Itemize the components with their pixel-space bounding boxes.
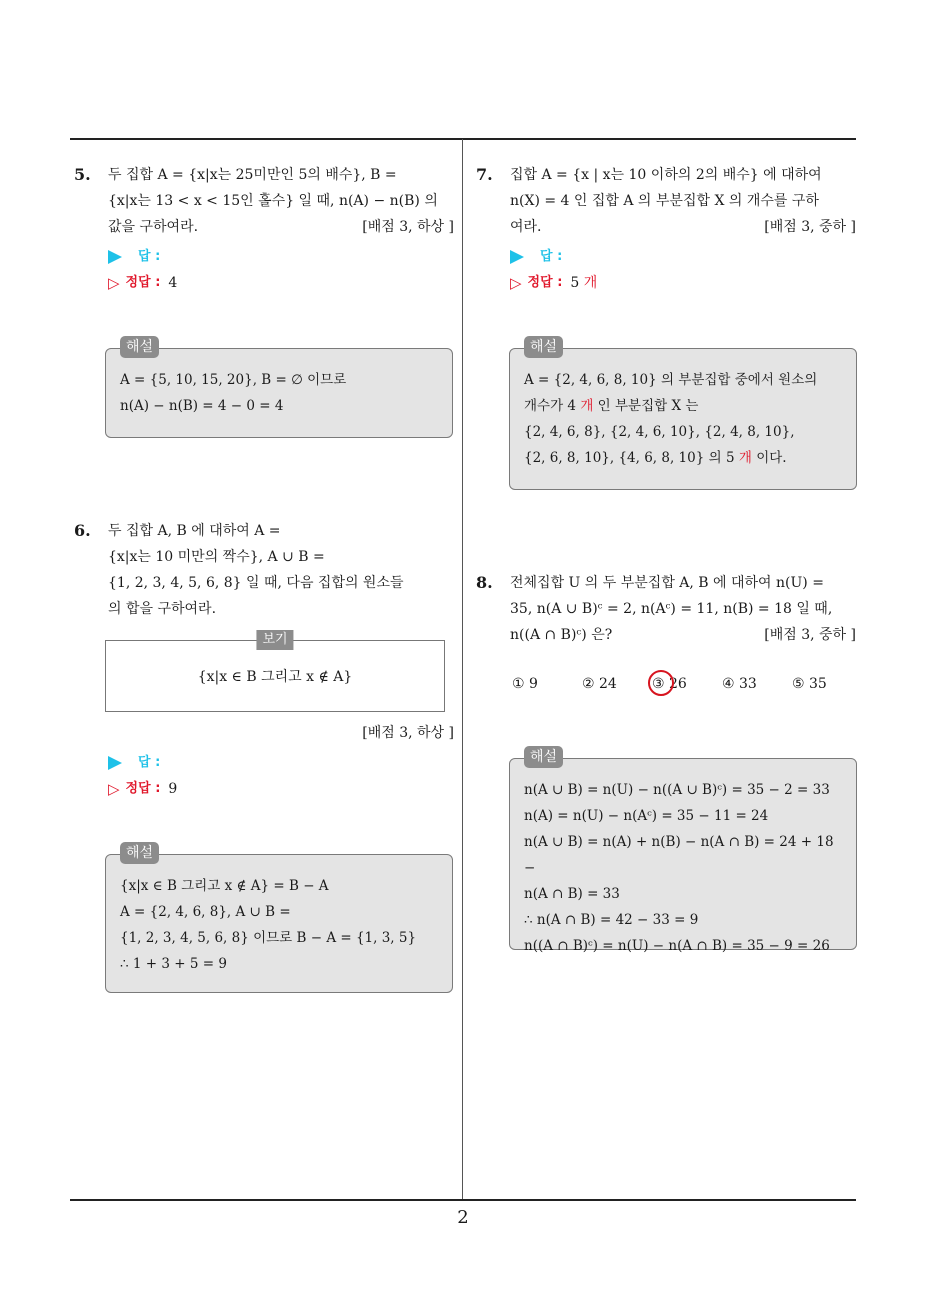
solution-tag: 해설 [524,746,563,768]
answer-label: 답 : [540,249,563,264]
problem-line: 35, n(A ∪ B)ᶜ = 2, n(Aᶜ) = 11, n(B) = 18 일 때, [510,601,833,617]
solution-line: ∴ 1 + 3 + 5 = 9 [120,956,227,972]
correct-answer-row [510,270,856,296]
solution-line [524,445,844,471]
problem-line: {x|x는 13 < x < 15인 홀수} 일 때, n(A) − n(B) 의 [108,193,438,209]
solution-unit: 개 [580,398,594,414]
selected-choice-circle-icon [648,670,674,696]
problem-number: 5. [74,165,91,184]
answer-label: 답 : [138,755,161,770]
problem-text [108,518,454,622]
problem-last-row [108,214,454,240]
problem-6 [74,518,454,622]
problem-6-answers [74,720,454,802]
solution-text: 개수가 4 [524,398,577,414]
score-meta: [배점 3, 중하 ] [764,219,856,235]
problem-line: 집합 A = {x | x는 10 이하의 2의 배수} 에 대하여 [510,167,822,183]
answer-label: 답 : [138,249,161,264]
correct-value: 4 [168,275,178,291]
score-meta: [배점 3, 하상 ] [362,219,454,235]
problem-line: n(X) = 4 인 집합 A 의 부분집합 X 의 개수를 구하 [510,193,819,209]
problem-last-row [510,214,856,240]
solution-line: n((A ∩ B)ᶜ) = n(U) − n(A ∩ B) = 35 − 9 = 26 [524,938,830,954]
bottom-rule [70,1199,856,1201]
solution-line: {x|x ∈ B 그리고 x ∉ A} = B − A [120,878,329,894]
solution-unit: 개 [738,450,752,466]
choice-5[interactable]: ⑤ 35 [792,676,827,692]
solution-text: 인 부분집합 X 는 [597,398,699,414]
outline-triangle-icon: ▷ [108,274,120,292]
solution-text: {2, 6, 8, 10}, {4, 6, 8, 10} 의 5 [524,450,735,466]
problem-last-row [510,622,856,648]
example-content: {x|x ∈ B 그리고 x ∉ A} [197,669,353,685]
solution-line: A = {2, 4, 6, 8, 10} 의 부분집합 중에서 원소의 [524,372,818,388]
top-rule [70,138,856,140]
correct-value: 9 [168,781,178,797]
problem-number: 6. [74,521,91,540]
play-triangle-icon [108,756,122,770]
problem-number: 7. [476,165,493,184]
solution-tag: 해설 [524,336,563,358]
example-box [105,632,445,712]
correct-label: 정답 : [125,781,161,796]
solution-box-8 [509,749,857,954]
play-triangle-icon [510,250,524,264]
solution-line: ∴ n(A ∩ B) = 42 − 33 = 9 [524,912,699,928]
solution-tag: 해설 [120,336,159,358]
problem-text [108,162,454,240]
correct-label: 정답 : [527,275,563,290]
problem-line: {x|x는 10 미만의 짝수}, A ∪ B = [108,549,325,565]
problem-line: 두 집합 A, B 에 대하여 A = [108,523,281,539]
problem-line: n((A ∩ B)ᶜ) 은? [510,627,613,643]
correct-answer-row [108,270,454,296]
solution-tag: 해설 [120,842,159,864]
solution-line [524,393,844,419]
answer-row [510,244,856,270]
solution-line: {2, 4, 6, 8}, {2, 4, 6, 10}, {2, 4, 8, 10}, [524,424,795,440]
problem-line: 값을 구하여라. [108,219,199,235]
choice-4[interactable]: ④ 33 [722,676,757,692]
choice-3[interactable]: ③ 26 [652,676,687,692]
play-triangle-icon [108,250,122,264]
problem-text [510,162,856,240]
problem-text [510,570,856,648]
solution-line: n(A ∪ B) = n(U) − n((A ∪ B)ᶜ) = 35 − 2 = 33 [524,782,830,798]
answer-row [108,244,454,270]
solution-box-5 [105,339,453,438]
solution-line: A = {2, 4, 6, 8}, A ∪ B = [120,904,291,920]
solution-line: n(A ∩ B) = 33 [524,886,620,902]
solution-line: n(A) = n(U) − n(Aᶜ) = 35 − 11 = 24 [524,808,769,824]
solution-line: A = {5, 10, 15, 20}, B = ∅ 이므로 [120,372,347,388]
solution-box-7 [509,339,857,490]
outline-triangle-icon: ▷ [108,780,120,798]
problem-7 [476,162,856,296]
problem-number: 8. [476,573,493,592]
problem-line: {1, 2, 3, 4, 5, 6, 8} 일 때, 다음 집합의 원소들 [108,575,404,591]
problem-line: 의 합을 구하여라. [108,601,217,617]
choice-2[interactable]: ② 24 [582,676,617,692]
solution-box-6 [105,845,453,993]
correct-unit: 개 [583,275,598,291]
problem-line: 여라. [510,219,542,235]
solution-line: n(A ∪ B) = n(A) + n(B) − n(A ∩ B) = 24 + 18 − [524,834,834,876]
problem-5 [74,162,454,296]
outline-triangle-icon: ▷ [510,274,522,292]
problem-line: 두 집합 A = {x|x는 25미만인 5의 배수}, B = [108,167,397,183]
solution-text: 이다. [756,450,787,466]
correct-label: 정답 : [125,275,161,290]
solution-line: n(A) − n(B) = 4 − 0 = 4 [120,398,284,414]
problem-8 [476,570,856,648]
problem-line: 전체집합 U 의 두 부분집합 A, B 에 대하여 n(U) = [510,575,824,591]
answer-choices [512,676,852,698]
answer-row [108,750,454,776]
column-divider [462,139,463,1199]
correct-answer-row [108,776,454,802]
correct-value: 5 [570,275,580,291]
solution-line: {1, 2, 3, 4, 5, 6, 8} 이므로 B − A = {1, 3, 5} [120,930,417,946]
choice-1[interactable]: ① 9 [512,676,538,692]
example-tag: 보기 [256,630,293,650]
score-meta: [배점 3, 하상 ] [362,725,454,741]
page-number: 2 [457,1207,469,1228]
score-meta: [배점 3, 중하 ] [764,627,856,643]
